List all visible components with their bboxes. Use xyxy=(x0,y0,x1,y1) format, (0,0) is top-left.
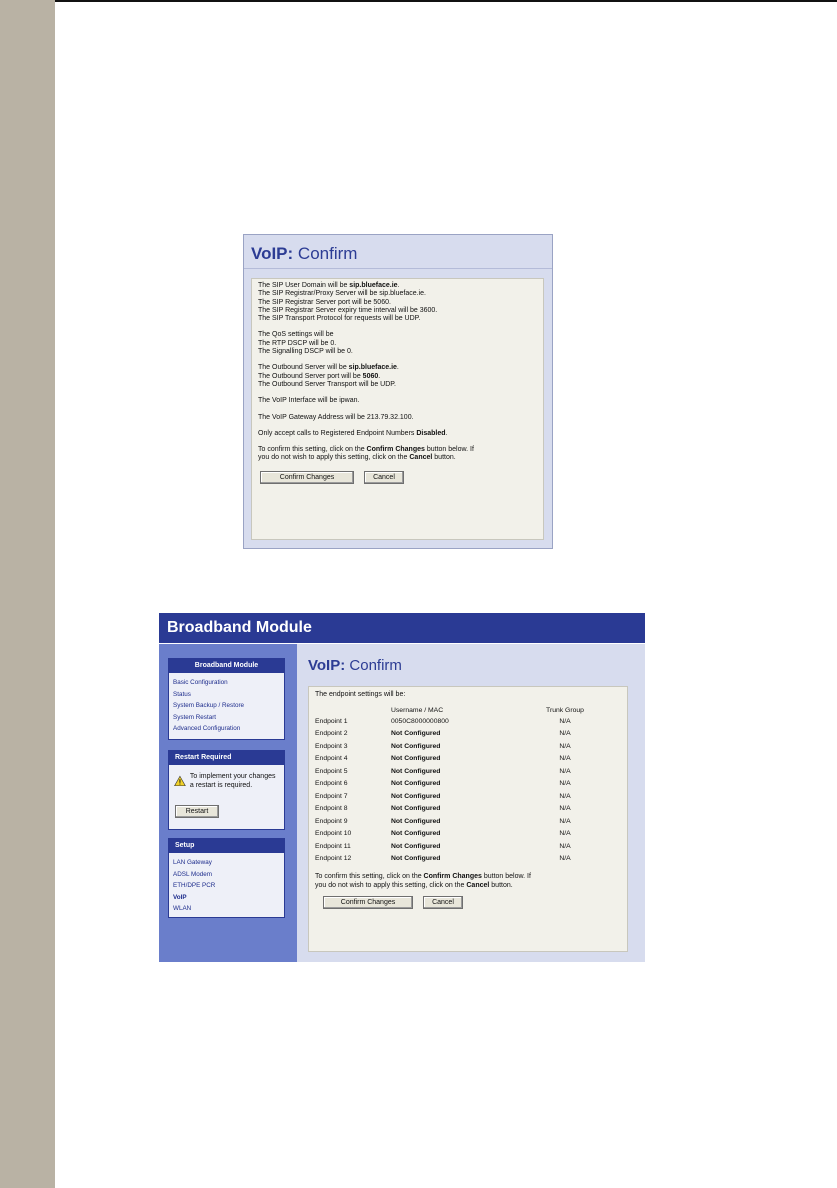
text-segment: you do not wish to apply this setting, click on the xyxy=(315,882,467,889)
app-header xyxy=(159,613,645,644)
setting-line xyxy=(258,373,537,381)
bold-segment: Confirm Changes xyxy=(366,446,425,454)
restart-message-row xyxy=(169,765,284,790)
settings-paragraphs xyxy=(258,282,537,463)
text-segment: The RTP DSCP will be 0. xyxy=(258,339,337,347)
settings-summary-panel xyxy=(251,278,544,540)
main-content xyxy=(297,644,645,962)
text-segment: button below. If xyxy=(481,873,531,880)
bold-segment: Confirm Changes xyxy=(423,873,482,880)
endpoint-username: 0050C8000000800 xyxy=(391,717,449,725)
endpoint-username: Not Configured xyxy=(391,855,441,863)
column-header-username: Username / MAC xyxy=(391,706,444,714)
column-header-endpoint xyxy=(315,705,391,715)
text-segment: The SIP Registrar Server port will be 5060. xyxy=(258,298,391,306)
text-segment: The SIP Transport Protocol for requests will be UDP. xyxy=(258,315,421,323)
button-row xyxy=(258,471,537,484)
bold-segment: Cancel xyxy=(466,882,490,889)
setup-box xyxy=(168,838,285,918)
text-segment: The SIP Registrar Server expiry time interval will be 3600. xyxy=(258,306,438,314)
text-segment: button. xyxy=(489,882,513,889)
page-title: VoIP: Confirm xyxy=(308,657,402,674)
screenshot-broadband-module-voip-confirm xyxy=(159,613,645,962)
endpoint-trunk-group: N/A xyxy=(559,830,571,838)
confirm-changes-button[interactable]: Confirm Changes xyxy=(323,896,413,909)
instruction-line xyxy=(315,872,621,881)
endpoint-trunk-group: N/A xyxy=(559,717,571,725)
setup-link[interactable]: LAN Gateway xyxy=(173,859,212,866)
text-segment: The VoIP Gateway Address will be 213.79.32.100. xyxy=(258,413,414,421)
setting-line xyxy=(258,340,537,348)
endpoint-username: Not Configured xyxy=(391,830,441,838)
endpoint-username: Not Configured xyxy=(391,780,441,788)
setting-line xyxy=(258,290,537,298)
setup-link[interactable]: WLAN xyxy=(173,905,192,912)
setting-line xyxy=(258,454,537,462)
text-segment: The SIP Registrar/Proxy Server will be sip.blueface.ie. xyxy=(258,290,426,298)
setup-link[interactable]: VoIP xyxy=(173,893,187,901)
setting-line xyxy=(258,397,537,405)
setting-line xyxy=(258,430,537,438)
setting-line xyxy=(258,307,537,315)
endpoint-trunk-group: N/A xyxy=(559,742,571,750)
page-side-strip xyxy=(0,0,55,1188)
table-row xyxy=(315,840,615,853)
settings-paragraph xyxy=(258,414,537,422)
endpoint-table xyxy=(315,705,615,865)
settings-paragraph xyxy=(258,430,537,438)
endpoint-intro: The endpoint settings will be: xyxy=(315,691,406,698)
page-title: VoIP: Confirm xyxy=(251,244,358,263)
endpoint-username: Not Configured xyxy=(391,805,441,813)
restart-required-box xyxy=(168,750,285,830)
column-header-trunk-group: Trunk Group xyxy=(546,706,584,714)
setting-line xyxy=(258,299,537,307)
nav-box-header: Broadband Module xyxy=(169,659,284,673)
endpoint-name: Endpoint 3 xyxy=(315,742,348,750)
settings-paragraph xyxy=(258,282,537,323)
text-segment: button below. If xyxy=(424,446,474,454)
endpoint-trunk-group: N/A xyxy=(559,730,571,738)
text-segment: . xyxy=(396,364,399,372)
setting-line xyxy=(258,282,537,290)
bold-segment: Cancel xyxy=(409,454,433,462)
table-row xyxy=(315,790,615,803)
text-segment: button. xyxy=(432,454,456,462)
nav-list xyxy=(169,673,284,739)
setup-list xyxy=(169,853,284,919)
endpoint-username: Not Configured xyxy=(391,842,441,850)
endpoint-name: Endpoint 8 xyxy=(315,805,348,813)
endpoint-table-header xyxy=(315,705,615,715)
setup-link[interactable]: ETH/DPE PCR xyxy=(173,882,216,889)
text-segment: The Outbound Server port will be xyxy=(258,372,363,380)
endpoint-name: Endpoint 4 xyxy=(315,755,348,763)
endpoint-trunk-group: N/A xyxy=(559,780,571,788)
cancel-button[interactable]: Cancel xyxy=(423,896,463,909)
endpoint-name: Endpoint 9 xyxy=(315,817,348,825)
restart-message: To implement your changes a restart is required. xyxy=(189,773,276,789)
text-segment: The Outbound Server will be xyxy=(258,364,349,372)
nav-link[interactable]: System Restart xyxy=(173,713,217,721)
app-title: Broadband Module xyxy=(167,619,312,636)
setting-line xyxy=(258,446,537,454)
text-segment: To confirm this setting, click on the xyxy=(258,446,367,454)
bold-segment: sip.blueface.ie xyxy=(348,364,397,372)
endpoint-name: Endpoint 5 xyxy=(315,767,348,775)
screenshot-voip-confirm-sip xyxy=(243,234,553,549)
endpoint-trunk-group: N/A xyxy=(559,755,571,763)
endpoint-trunk-group: N/A xyxy=(559,792,571,800)
endpoint-name: Endpoint 7 xyxy=(315,792,348,800)
button-row xyxy=(315,896,621,909)
settings-paragraph xyxy=(258,364,537,389)
nav-link[interactable]: Basic Configuration xyxy=(173,679,228,686)
table-row xyxy=(315,778,615,791)
endpoint-username: Not Configured xyxy=(391,755,441,763)
table-row xyxy=(315,853,615,866)
table-row xyxy=(315,803,615,816)
table-row xyxy=(315,715,615,728)
setting-line xyxy=(258,364,537,372)
endpoint-username: Not Configured xyxy=(391,730,441,738)
text-segment: The VoIP Interface will be ipwan. xyxy=(258,397,360,405)
endpoint-summary-panel xyxy=(308,686,628,952)
text-segment: The QoS settings will be xyxy=(258,331,334,339)
endpoint-trunk-group: N/A xyxy=(559,805,571,813)
endpoint-name: Endpoint 2 xyxy=(315,730,348,738)
table-row xyxy=(315,828,615,841)
confirm-instructions xyxy=(315,872,621,890)
text-segment: Only accept calls to Registered Endpoint Numbers xyxy=(258,429,417,437)
endpoint-trunk-group: N/A xyxy=(559,842,571,850)
setting-line xyxy=(258,381,537,389)
endpoint-username: Not Configured xyxy=(391,817,441,825)
table-row xyxy=(315,815,615,828)
table-row xyxy=(315,740,615,753)
text-segment: The Signalling DSCP will be 0. xyxy=(258,348,353,356)
endpoint-trunk-group: N/A xyxy=(559,817,571,825)
bold-segment: Disabled xyxy=(416,429,446,437)
endpoint-name: Endpoint 6 xyxy=(315,780,348,788)
setting-line xyxy=(258,348,537,356)
endpoint-username: Not Configured xyxy=(391,742,441,750)
endpoint-username: Not Configured xyxy=(391,767,441,775)
setup-box-header: Setup xyxy=(169,839,284,853)
nav-link[interactable]: Advanced Configuration xyxy=(173,725,241,732)
setup-link[interactable]: ADSL Modem xyxy=(173,870,212,878)
setting-line xyxy=(258,414,537,422)
cancel-button[interactable]: Cancel xyxy=(364,471,404,484)
instruction-line xyxy=(315,881,621,890)
bold-segment: 5060 xyxy=(362,372,379,380)
text-segment: The SIP User Domain will be xyxy=(258,282,350,289)
confirm-changes-button[interactable]: Confirm Changes xyxy=(260,471,354,484)
nav-link[interactable]: System Backup / Restore xyxy=(173,702,245,709)
table-row xyxy=(315,765,615,778)
endpoint-trunk-group: N/A xyxy=(559,855,571,863)
setting-line xyxy=(258,315,537,323)
text-segment: . xyxy=(378,372,381,380)
text-segment: To confirm this setting, click on the xyxy=(315,873,424,880)
endpoint-name: Endpoint 12 xyxy=(315,855,352,863)
table-row xyxy=(315,753,615,766)
title-divider xyxy=(244,268,552,269)
endpoint-trunk-group: N/A xyxy=(559,767,571,775)
bold-segment: sip.blueface.ie xyxy=(349,282,398,289)
endpoint-name: Endpoint 11 xyxy=(315,842,351,850)
settings-paragraph xyxy=(258,331,537,356)
text-segment: . xyxy=(445,429,448,437)
setting-line xyxy=(258,331,537,339)
text-segment: The Outbound Server Transport will be UDP. xyxy=(258,380,396,388)
nav-link[interactable]: Status xyxy=(173,690,191,698)
restart-button[interactable]: Restart xyxy=(175,805,219,818)
restart-box-header: Restart Required xyxy=(169,751,284,765)
restart-button-wrap xyxy=(169,790,284,818)
endpoint-name: Endpoint 10 xyxy=(315,830,352,838)
settings-paragraph xyxy=(258,397,537,405)
endpoint-username: Not Configured xyxy=(391,792,441,800)
nav-box xyxy=(168,658,285,740)
endpoint-name: Endpoint 1 xyxy=(315,717,348,725)
sidebar xyxy=(159,644,297,962)
page-top-rule xyxy=(55,0,837,2)
settings-paragraph xyxy=(258,446,537,463)
text-segment: you do not wish to apply this setting, click on the xyxy=(258,454,410,462)
text-segment: . xyxy=(397,282,400,289)
warning-icon xyxy=(174,772,186,790)
table-row xyxy=(315,728,615,741)
